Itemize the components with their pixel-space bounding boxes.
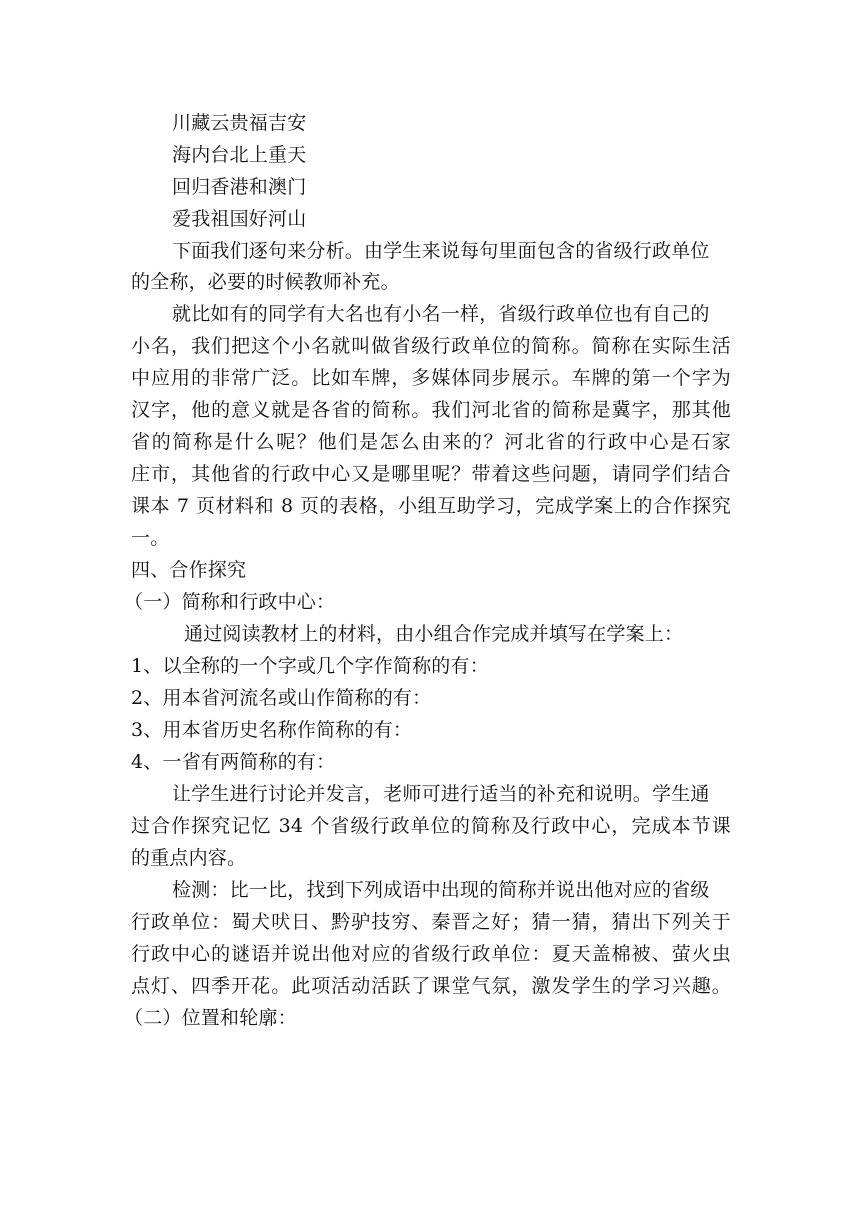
paragraph-line: 让学生进行讨论并发言，老师可进行适当的补充和说明。学生通 (172, 783, 710, 805)
list-item: 2、用本省河流名或山作简称的有： (131, 687, 432, 709)
paragraph-line: 的全称，必要的时候教师补充。 (131, 271, 400, 293)
paragraph-line: 点灯、四季开花。此项活动活跃了课堂气氛，激发学生的学习兴趣。 (131, 975, 731, 997)
paragraph-line: 庄市，其他省的行政中心又是哪里呢？带着这些问题，请同学们结合 (131, 463, 731, 485)
list-item: 3、用本省历史名称作简称的有： (131, 719, 413, 741)
paragraph-line: 中应用的非常广泛。比如车牌，多媒体同步展示。车牌的第一个字为 (131, 367, 731, 389)
paragraph-line: 下面我们逐句来分析。由学生来说每句里面包含的省级行政单位 (172, 240, 710, 262)
list-item: 1、以全称的一个字或几个字作简称的有： (131, 655, 489, 677)
section-heading: 四、合作探究 (131, 559, 247, 581)
paragraph-line: 就比如有的同学有大名也有小名一样，省级行政单位也有自己的 (172, 303, 710, 325)
poem-line: 回归香港和澳门 (172, 176, 307, 198)
paragraph-line: 过合作探究记忆 34 个省级行政单位的简称及行政中心，完成本节课 (131, 815, 731, 837)
paragraph-line: 的重点内容。 (131, 847, 247, 869)
subsection-heading: （二）位置和轮廓： (124, 1007, 297, 1029)
poem-line: 海内台北上重天 (172, 144, 307, 166)
paragraph-line: 检测：比一比，找到下列成语中出现的简称并说出他对应的省级 (172, 879, 710, 901)
paragraph-line: 一。 (131, 527, 170, 549)
poem-line: 川藏云贵福吉安 (172, 112, 307, 134)
paragraph-line: 行政单位：蜀犬吠日、黔驴技穷、秦晋之好；猜一猜，猜出下列关于 (131, 911, 731, 933)
paragraph-line: 小名，我们把这个小名就叫做省级行政单位的简称。简称在实际生活 (131, 335, 731, 357)
paragraph-line: 省的简称是什么呢？他们是怎么由来的？河北省的行政中心是石家 (131, 431, 731, 453)
instruction-line: 通过阅读教材上的材料，由小组合作完成并填写在学案上： (184, 623, 684, 645)
paragraph-line: 行政中心的谜语并说出他对应的省级行政单位：夏天盖棉被、萤火虫 (131, 943, 731, 965)
paragraph-line: 汉字，他的意义就是各省的简称。我们河北省的简称是冀字，那其他 (131, 399, 731, 421)
list-item: 4、一省有两简称的有： (131, 751, 336, 773)
paragraph-line: 课本 7 页材料和 8 页的表格，小组互助学习，完成学案上的合作探究 (131, 495, 731, 517)
poem-line: 爱我祖国好河山 (172, 208, 307, 230)
subsection-heading: （一）简称和行政中心： (124, 591, 336, 613)
